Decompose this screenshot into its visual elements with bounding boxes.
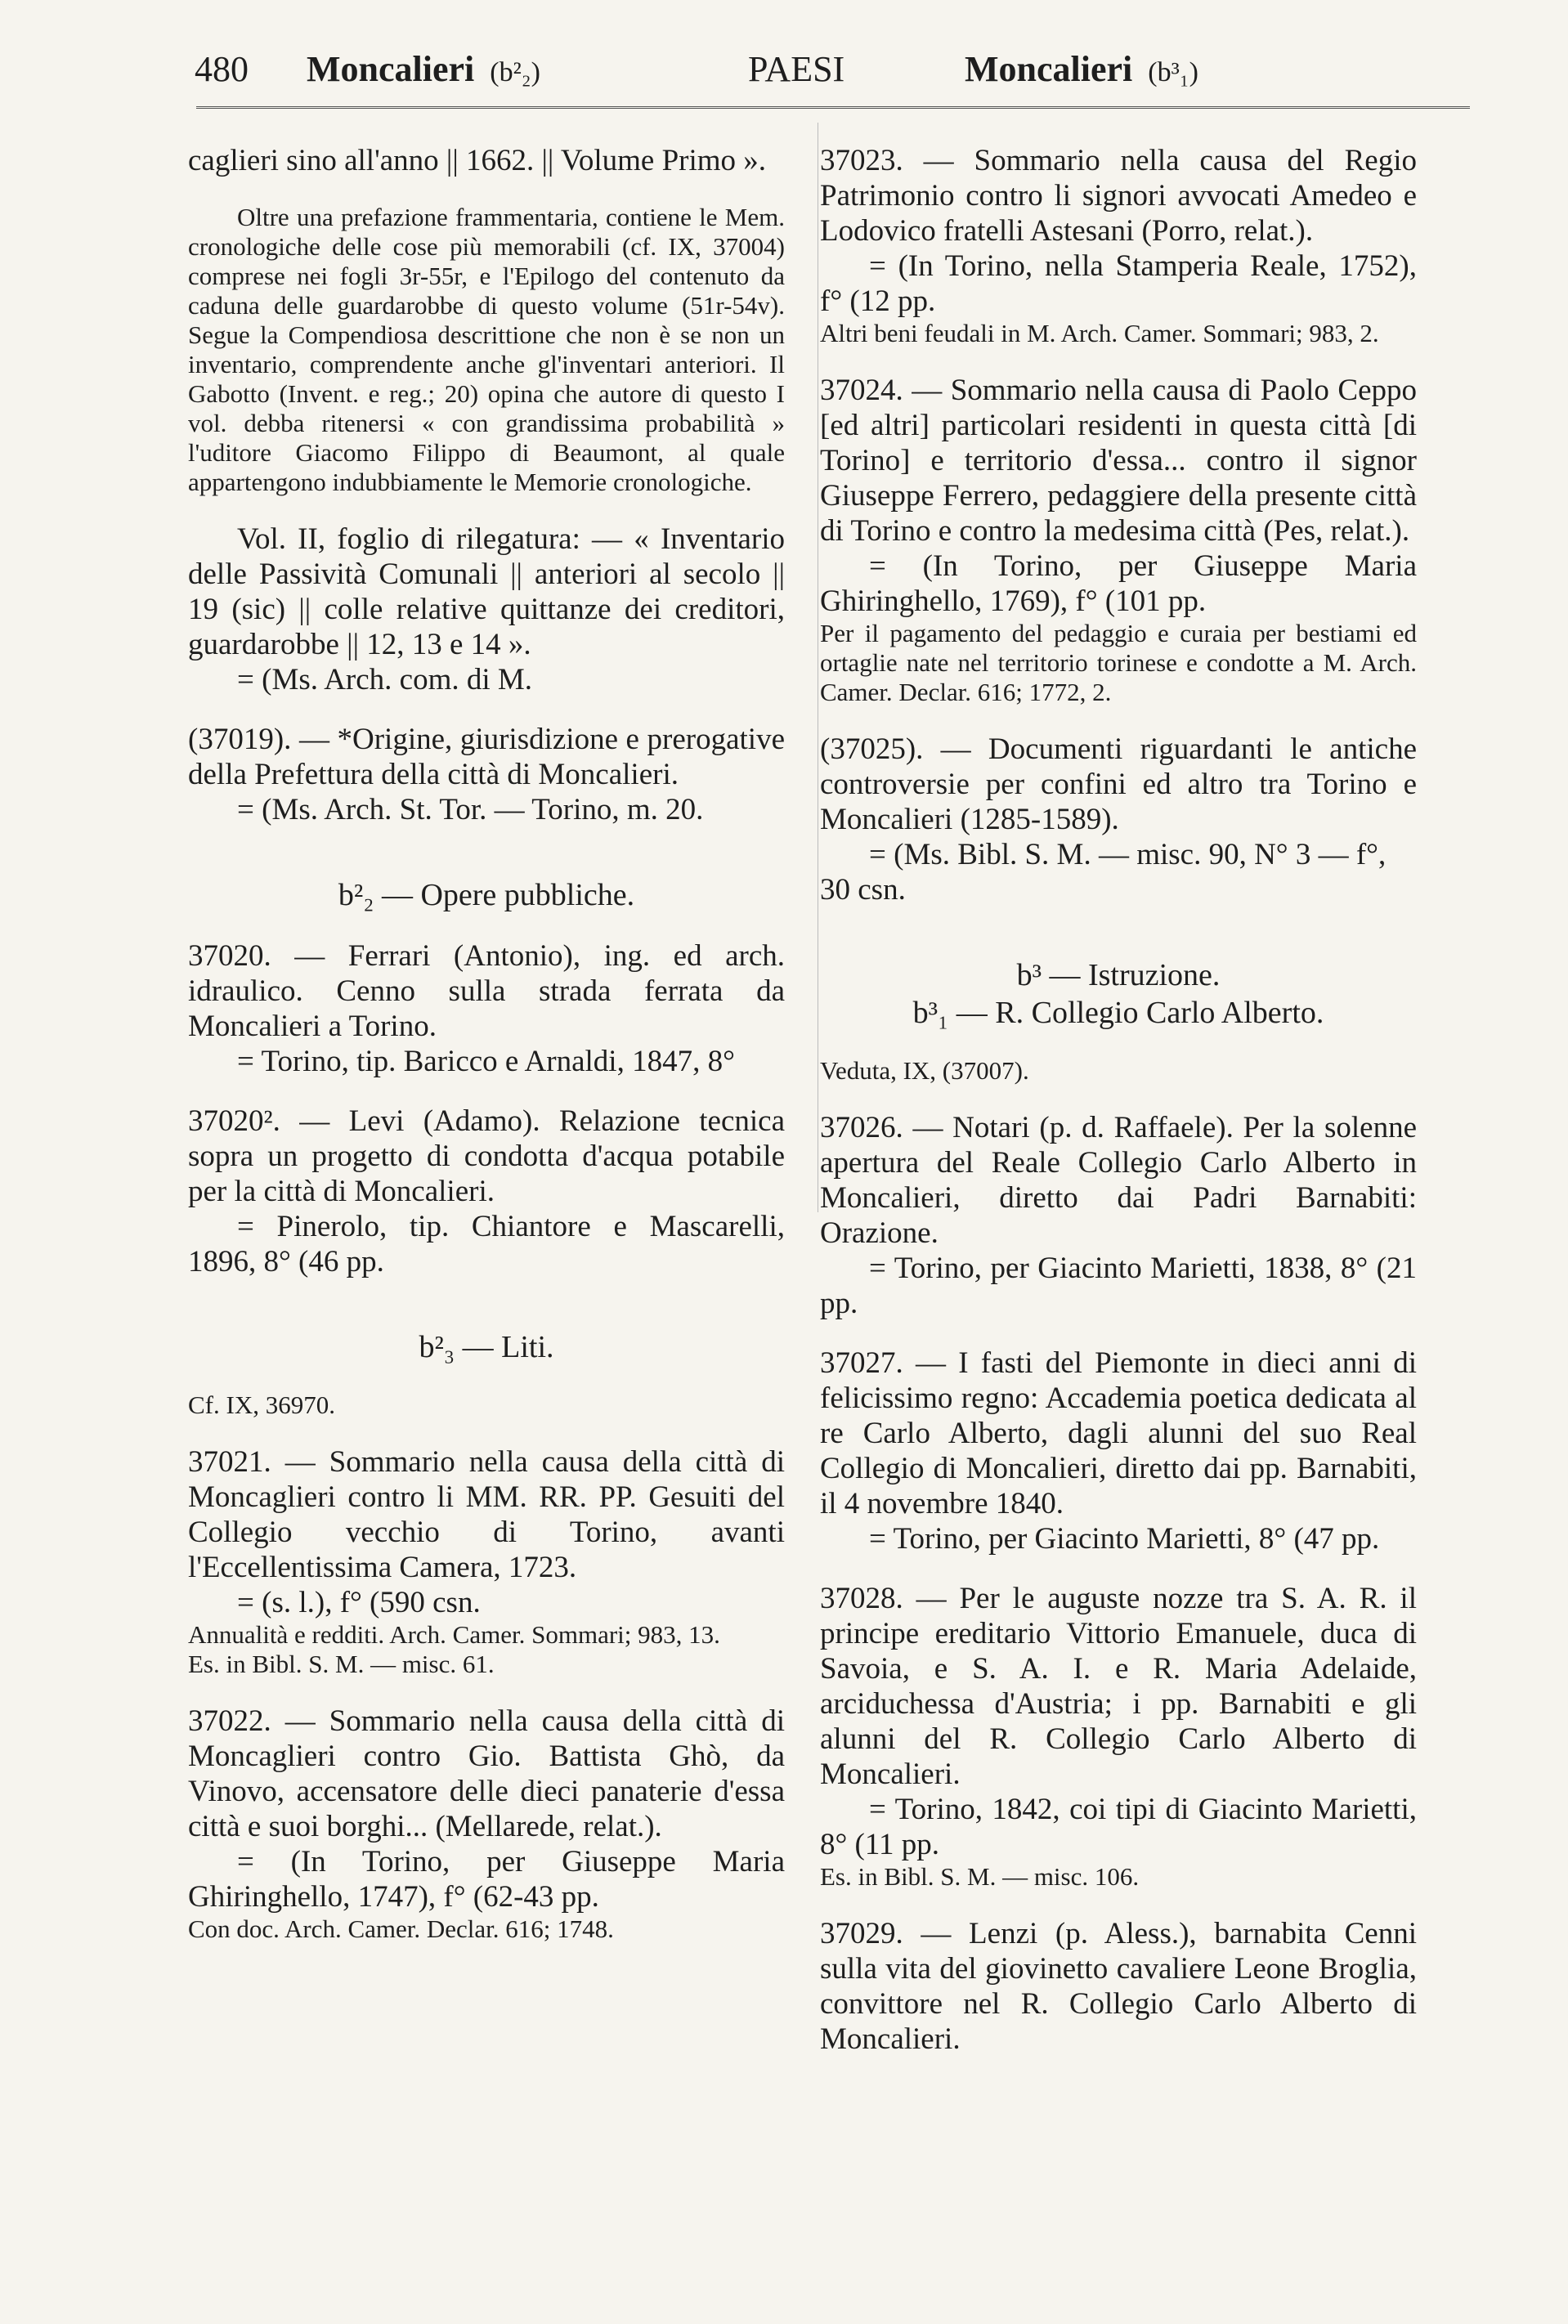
right-column-entry: = Torino, per Giacinto Marietti, 8° (47 pp. (869, 1522, 1380, 1556)
left-column-entry: Es. in Bibl. S. M. — misc. 61. (188, 1650, 495, 1678)
right-column-entry: Per il pagamento del pedaggio e curaia per bestiami ed ortaglie nate nel territorio torinese e condotte a M. Arch. Camer. Declar. 616; 1772, 2. (820, 619, 1417, 706)
header-center (748, 47, 844, 92)
right-column-entry: Es. in Bibl. S. M. — misc. 106. (820, 1862, 1140, 1891)
left-column-entry: = Torino, tip. Baricco e Arnaldi, 1847, 8° (237, 1045, 735, 1078)
right-column-entry: Altri beni feudali in M. Arch. Camer. Sommari; 983, 2. (820, 319, 1379, 347)
right-column-entry: 37026. — Notari (p. d. Raffaele). Per la solenne apertura del Reale Collegio Carlo Alberto in Moncalieri, diretto dai Padri Barnabiti: Orazione. (820, 1111, 1417, 1250)
header-right (965, 47, 1198, 95)
left-column (188, 143, 785, 1944)
header-left-code: (b²₂) (490, 57, 540, 87)
left-column-entry: caglieri sino all'anno || 1662. || Volume Primo ». (188, 144, 767, 177)
left-column-entry: (37019). — *Origine, giurisdizione e prerogative della Prefettura della città di Moncalieri. (188, 723, 785, 791)
right-column-entry: 37024. — Sommario nella causa di Paolo Ceppo [ed altri] particolari residenti in questa città [di Torino] e territorio d'essa... contro il signor Giuseppe Ferrero, pedaggiere della presente città di Torino e contro la medesima città (Pes, relat.). (820, 374, 1417, 548)
right-column-entry: = (In Torino, nella Stamperia Reale, 1752), f° (12 pp. (820, 249, 1417, 318)
page-number: 480 (195, 49, 249, 89)
header-rule (196, 106, 1470, 109)
right-column-entry: b³ — Istruzione. (1016, 958, 1221, 992)
right-column-entry: 37028. — Per le auguste nozze tra S. A. R. il principe ereditario Vittorio Emanuele, duca di Savoia, e S. A. I. e R. Maria Adelaide, arciduchessa d'Austria; i pp. Barnabiti e gli alunni del R. Collegio Carlo Alberto di Moncalieri. (820, 1582, 1417, 1791)
left-column-entry: b²₂ — Opere pubbliche. (338, 878, 635, 912)
left-column-entry: = Pinerolo, tip. Chiantore e Mascarelli, 1896, 8° (46 pp. (188, 1210, 785, 1278)
right-column-entry: (37025). — Documenti riguardanti le antiche controversie per confini ed altro tra Torino e Moncalieri (1285-1589). (820, 732, 1417, 836)
right-column-entry: b³₁ — R. Collegio Carlo Alberto. (912, 996, 1324, 1030)
left-column-entry: 37020². — Levi (Adamo). Relazione tecnica sopra un progetto di condotta d'acqua potabile per la città di Moncalieri. (188, 1104, 785, 1208)
left-column-entry: = (Ms. Arch. St. Tor. — Torino, m. 20. (237, 793, 704, 826)
left-column-entry: Cf. IX, 36970. (188, 1390, 335, 1419)
left-column-entry: 37021. — Sommario nella causa della città di Moncaglieri contro li MM. RR. PP. Gesuiti del Collegio vecchio di Torino, avanti l'Eccellentissima Camera, 1723. (188, 1445, 785, 1584)
header-right-code: (b³₁) (1148, 57, 1198, 87)
header-section-title: PAESI (748, 49, 845, 89)
left-column-entry: 37020. — Ferrari (Antonio), ing. ed arch. idraulico. Cenno sulla strada ferrata da Moncalieri a Torino. (188, 939, 785, 1043)
left-column-entry: Annualità e redditi. Arch. Camer. Sommari; 983, 13. (188, 1620, 720, 1649)
right-column-entry: 37027. — I fasti del Piemonte in dieci anni di felicissimo regno: Accademia poetica dedicata al re Carlo Alberto, dagli alunni del suo Real Collegio di Moncalieri, diretto dai pp. Barnabiti, il 4 novembre 1840. (820, 1346, 1417, 1520)
left-column-entry: 37022. — Sommario nella causa della città di Moncaglieri contro Gio. Battista Ghò, da Vinovo, accensatore delle dieci panaterie d'essa città e suoi borghi... (Mellarede, relat.). (188, 1704, 785, 1843)
left-column-entry: = (Ms. Arch. com. di M. (237, 663, 533, 696)
right-column-entry: = Torino, 1842, coi tipi di Giacinto Marietti, 8° (11 pp. (820, 1793, 1417, 1861)
right-column-entry: 37029. — Lenzi (p. Aless.), barnabita Cenni sulla vita del giovinetto cavaliere Leone Broglia, convittore nel R. Collegio Carlo Alberto di Moncalieri. (820, 1917, 1417, 2056)
left-column-entry: b²₃ — Liti. (419, 1330, 554, 1364)
left-column-entry: Con doc. Arch. Camer. Declar. 616; 1748. (188, 1914, 614, 1943)
left-column-entry: Vol. II, foglio di rilegatura: — « Inventario delle Passività Comunali || anteriori al secolo || 19 (sic) || colle relative quittanze dei creditori, guardarobbe || 12, 13 e 14 ». (188, 522, 785, 661)
left-column-entry: Oltre una prefazione frammentaria, contiene le Mem. cronologiche delle cose più memorabili (cf. IX, 37004) comprese nei fogli 3r-55r, e l'Epilogo del contenuto da caduna delle guardarobbe di questo volume (51r-54v). Segue la Compendiosa descrittione che non è se non un inventario, comprendente anche gl'inventari anteriori. Il Gabotto (Invent. e reg.; 20) opina che autore di questo I vol. debba ritenersi « con grandissima probabilità » l'uditore Giacomo Filippo di Beaumont, al quale appartengono indubbiamente le Memorie cronologiche. (188, 203, 785, 496)
right-column-entry: Veduta, IX, (37007). (820, 1056, 1029, 1085)
right-column-entry: = (Ms. Bibl. S. M. — misc. 90, N° 3 — f°, 30 csn. (820, 838, 1387, 907)
header-right-title: Moncalieri (965, 49, 1133, 89)
left-column-entry: = (In Torino, per Giuseppe Maria Ghiringhello, 1747), f° (62-43 pp. (188, 1845, 785, 1914)
right-column (820, 143, 1417, 2057)
left-column-entry: = (s. l.), f° (590 csn. (237, 1586, 481, 1619)
header-left-title: Moncalieri (307, 49, 475, 89)
right-column-entry: 37023. — Sommario nella causa del Regio Patrimonio contro li signori avvocati Amedeo e Lodovico fratelli Astesani (Porro, relat.). (820, 144, 1417, 248)
right-column-entry: = Torino, per Giacinto Marietti, 1838, 8° (21 pp. (820, 1252, 1417, 1320)
header-left (195, 47, 540, 95)
right-column-entry: = (In Torino, per Giuseppe Maria Ghiringhello, 1769), f° (101 pp. (820, 549, 1417, 618)
